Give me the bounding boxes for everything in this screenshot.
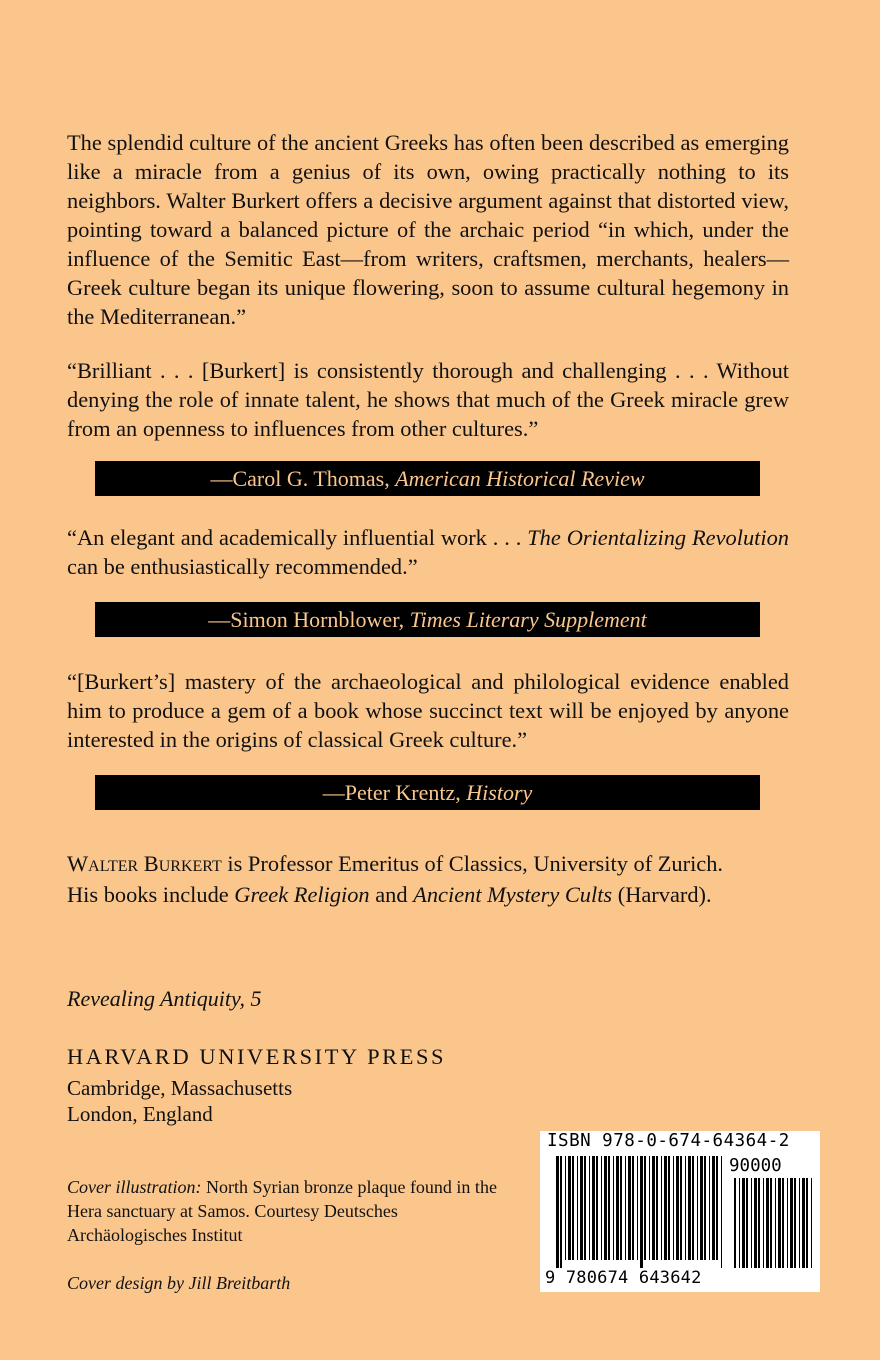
review-source-3: History bbox=[466, 780, 533, 805]
barcode-bar bbox=[742, 1178, 745, 1268]
book-greek-religion: Greek Religion bbox=[234, 882, 370, 907]
barcode-bar bbox=[763, 1178, 764, 1268]
barcode-bar bbox=[661, 1156, 662, 1260]
review-source-1: American Historical Review bbox=[395, 466, 645, 491]
review-quote-1: “Brilliant . . . [Burkert] is consistently thorough and challenging . . . Without denying the role of innate talent, he shows that much of the Greek miracle grew from an openness to influences from other cultures.” bbox=[67, 358, 789, 441]
barcode-bar bbox=[685, 1156, 686, 1260]
addon-barcode-bars bbox=[734, 1178, 814, 1270]
barcode-bar bbox=[680, 1156, 682, 1260]
barcode-bar bbox=[604, 1156, 607, 1260]
review-attribution-3: —Peter Krentz, History bbox=[95, 775, 760, 810]
barcode-bar bbox=[649, 1156, 650, 1260]
barcode-bar bbox=[758, 1178, 760, 1268]
barcode-bar bbox=[620, 1156, 622, 1260]
barcode-bar bbox=[565, 1156, 566, 1260]
barcode-bar bbox=[628, 1156, 631, 1260]
barcode-bar bbox=[806, 1178, 808, 1268]
barcode-bar bbox=[704, 1156, 706, 1260]
barcode-bar bbox=[572, 1156, 574, 1260]
barcode-bar bbox=[596, 1156, 598, 1260]
barcode-bar bbox=[632, 1156, 634, 1260]
barcode-bar bbox=[802, 1178, 805, 1268]
isbn-text: ISBN 978-0-674-64364-2 bbox=[547, 1131, 790, 1151]
book-ancient-mystery-cults: Ancient Mystery Cults bbox=[413, 882, 613, 907]
barcode-bar bbox=[656, 1156, 658, 1260]
review-attribution-1: —Carol G. Thomas, American Historical Review bbox=[95, 461, 760, 496]
review-quote-3: “[Burkert’s] mastery of the archaeological and philological evidence enabled him to produce a gem of a book whose succinct text will be enjoyed by anyone interested in the origins of classical Greek culture.” bbox=[67, 669, 789, 752]
barcode-bar bbox=[790, 1178, 793, 1268]
ean-barcode-bars bbox=[556, 1156, 726, 1270]
barcode-bar bbox=[668, 1156, 670, 1260]
barcode-bar bbox=[697, 1156, 698, 1260]
barcode-bar bbox=[751, 1178, 752, 1268]
barcode-bar bbox=[782, 1178, 784, 1268]
barcode-bar bbox=[644, 1156, 646, 1260]
barcode-bar bbox=[601, 1156, 602, 1260]
publisher-city-2: London, England bbox=[67, 1102, 213, 1126]
barcode-bar bbox=[794, 1178, 796, 1268]
barcode-bar bbox=[613, 1156, 614, 1260]
barcode-bar bbox=[637, 1156, 638, 1260]
author-name: Walter Burkert bbox=[67, 851, 222, 876]
barcode-bar bbox=[700, 1156, 703, 1260]
barcode-bar bbox=[766, 1178, 769, 1268]
barcode-bar bbox=[688, 1156, 691, 1260]
barcode-bar bbox=[778, 1178, 781, 1268]
barcode-bar bbox=[775, 1178, 776, 1268]
barcode-bar bbox=[676, 1156, 679, 1260]
barcode-bar bbox=[625, 1156, 626, 1260]
review-book-title: The Orientalizing Revolution bbox=[527, 525, 789, 550]
barcode-bar bbox=[770, 1178, 772, 1268]
barcode-bar bbox=[716, 1156, 718, 1260]
barcode-bar bbox=[640, 1156, 643, 1268]
barcode-bar bbox=[580, 1156, 583, 1260]
barcode-bar bbox=[589, 1156, 590, 1260]
barcode-bar bbox=[739, 1178, 740, 1268]
barcode-bar bbox=[754, 1178, 757, 1268]
barcode-bar bbox=[652, 1156, 655, 1260]
review-quote-2: “An elegant and academically influential work . . . The Orientalizing Revolution can be enthusiastically recommended.” bbox=[67, 525, 789, 579]
barcode-bar bbox=[673, 1156, 674, 1260]
barcode-bar bbox=[734, 1178, 736, 1268]
barcode-bar bbox=[664, 1156, 667, 1260]
barcode-bar bbox=[608, 1156, 610, 1260]
book-blurb: The splendid culture of the ancient Greeks has often been described as emerging like a miracle from a genius of its own, owing practically nothing to its neighbors. Walter Burkert offers a decisive argument against that distorted view, pointing toward a balanced picture of the archaic period “in which, under the influence of the Semitic East—from writers, craftsmen, merchants, healers—Greek culture began its unique flowering, soon to assume cultural hegemony in the Mediterranean.” bbox=[67, 130, 789, 329]
barcode-bar bbox=[584, 1156, 586, 1260]
review-attribution-2: —Simon Hornblower, Times Literary Supplement bbox=[95, 602, 760, 637]
barcode-bar bbox=[787, 1178, 788, 1268]
barcode-bar bbox=[577, 1156, 578, 1260]
barcode-bar bbox=[721, 1156, 722, 1268]
barcode-bar bbox=[560, 1156, 562, 1268]
barcode-bar bbox=[592, 1156, 595, 1260]
barcode-bar bbox=[709, 1156, 710, 1260]
barcode-bar bbox=[811, 1178, 812, 1268]
price-addon-digits: 90000 bbox=[729, 1156, 782, 1176]
series-title: Revealing Antiquity, 5 bbox=[67, 986, 262, 1011]
barcode-bar bbox=[616, 1156, 619, 1260]
barcode-bar bbox=[568, 1156, 571, 1260]
cover-illustration-credit: Cover illustration: North Syrian bronze plaque found in the Hera sanctuary at Samos. Courtesy Deutsches Archäologisches Institut bbox=[67, 1177, 497, 1245]
barcode-bar bbox=[692, 1156, 694, 1260]
publisher-name: HARVARD UNIVERSITY PRESS bbox=[67, 1044, 447, 1069]
barcode-bar bbox=[746, 1178, 748, 1268]
author-bio: Walter Burkert is Professor Emeritus of Classics, University of Zurich. His books include Greek Religion and Ancient Mystery Cults (Harvard). bbox=[67, 851, 724, 907]
ean-digits: 9 780674 643642 bbox=[545, 1268, 702, 1288]
barcode-bar bbox=[799, 1178, 800, 1268]
review-source-2: Times Literary Supplement bbox=[409, 607, 647, 632]
cover-design-credit: Cover design by Jill Breitbarth bbox=[67, 1273, 291, 1293]
publisher-city-1: Cambridge, Massachusetts bbox=[67, 1076, 293, 1100]
barcode-bar bbox=[556, 1156, 559, 1268]
barcode-bar bbox=[712, 1156, 715, 1260]
